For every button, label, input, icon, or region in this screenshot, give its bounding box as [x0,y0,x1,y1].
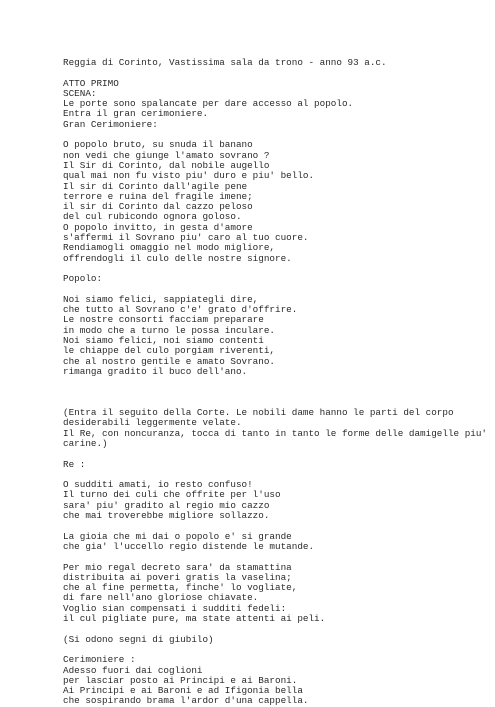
text-line: che tutto al Sovrano c'e' grato d'offrire. [63,304,298,316]
text-line: Il Sir di Corinto, dal nobile augello [63,159,270,171]
text-paragraph [63,140,488,264]
text-line: Noi siamo felici, sappiategli dire, [63,293,259,305]
text-line: Cerimoniere : [63,654,136,666]
text-line: s'affermi il Sovrano piu' caro al tuo cuore. [63,232,309,244]
text-line: Gran Cerimoniere: [63,118,158,130]
text-paragraph [63,79,488,130]
text-line: Ai Principi e ai Baroni e ad Ifigonia bella [63,685,303,697]
paragraph-gap [63,552,488,562]
text-paragraph [63,480,488,521]
text-line: Le porte sono spalancate per dare accesso al popolo. [63,98,354,110]
text-line: Adesso fuori dai coglioni [63,664,203,676]
text-paragraph [63,274,488,284]
text-line: Le nostre consorti facciam preparare [63,314,264,326]
text-line: Per mio regal decreto sara' da stamattina [63,561,292,573]
paragraph-gap [63,377,488,387]
text-paragraph [63,408,488,449]
text-paragraph [63,58,488,68]
text-line: Re : [63,458,86,470]
paragraph-gap [63,449,488,459]
text-line: terrore e ruina del fragile imene; [63,190,253,202]
text-line: di fare nell'ano gloriose chiavate. [63,592,259,604]
text-line: del cul rubicondo ognora goloso. [63,211,242,223]
text-line: sara' piu' gradito al regio mio cazzo [63,499,270,511]
text-line: che gia' l'uccello regio distende le mutande. [63,540,315,552]
text-line: (Si odono segni di giubilo) [63,633,214,645]
text-line: Popolo: [63,273,103,285]
text-line: che al fine permetta, finche' lo vogliate, [63,582,298,594]
text-line: per lasciar posto ai Principi e ai Baroni. [63,674,298,686]
text-line: che al nostro gentile e amato Sovrano. [63,355,276,367]
paragraph-gap [63,645,488,655]
text-paragraph [63,388,488,398]
text-line: La gioia che mi dai o popolo e' si grande [63,530,292,542]
text-line: offrendogli il culo delle nostre signore. [63,252,292,264]
text-paragraph [63,295,488,377]
text-line: in modo che a turno le possa inculare. [63,324,276,336]
text-line: Rendiamogli omaggio nel modo migliore, [63,242,276,254]
text-line: Il Re, con noncuranza, tocca di tanto in tanto le forme delle damigelle piu' [63,427,488,439]
text-line: carine.) [63,437,108,449]
text-paragraph [63,532,488,553]
text-line: distribuita ai poveri gratis la vaselina; [63,571,292,583]
text-line: che sospirando brama l'ardor d'una cappella. [63,695,309,707]
text-line: non vedi che giunge l'amato sovrano ? [63,149,270,161]
text-line: ATTO PRIMO [63,77,119,89]
text-line: O sudditi amati, io resto confuso! [63,479,253,491]
text-line: (Entra il seguito della Corte. Le nobili dame hanno le parti del corpo [63,407,454,419]
text-line: rimanga gradito il buco dell'ano. [63,365,248,377]
text-paragraph [63,563,488,625]
text-line: Voglio sian compensati i sudditi fedeli: [63,602,287,614]
text-line: desiderabili leggermente velate. [63,417,242,429]
text-line: il cul pigliate pure, ma state attenti ai peli. [63,613,326,625]
text-line: O popolo bruto, su snuda il banano [63,139,253,151]
text-line: le chiappe del culo porgiam riverenti, [63,345,276,357]
text-line [63,388,488,398]
paragraph-gap [63,264,488,274]
text-line: che mai troverebbe migliore sollazzo. [63,510,270,522]
text-paragraph [63,655,488,706]
text-line: Il turno dei culi che offrite per l'uso [63,489,281,501]
paragraph-gap [63,68,488,78]
text-line: Il sir di Corinto dall'agile pene [63,180,248,192]
text-line: O popolo invitto, in gesta d'amore [63,221,253,233]
text-line: Reggia di Corinto, Vastissima sala da trono - anno 93 a.c. [63,57,387,68]
text-line: SCENA: [63,87,97,99]
text-line: il sir di Corinto dal cazzo peloso [63,201,253,213]
text-line: Noi siamo felici, noi siamo contenti [63,335,264,347]
document-body [63,58,488,707]
text-line: qual mai non fu visto piu' duro e piu' bello. [63,170,315,182]
text-line: Entra il gran cerimoniere. [63,108,209,120]
text-paragraph [63,460,488,470]
